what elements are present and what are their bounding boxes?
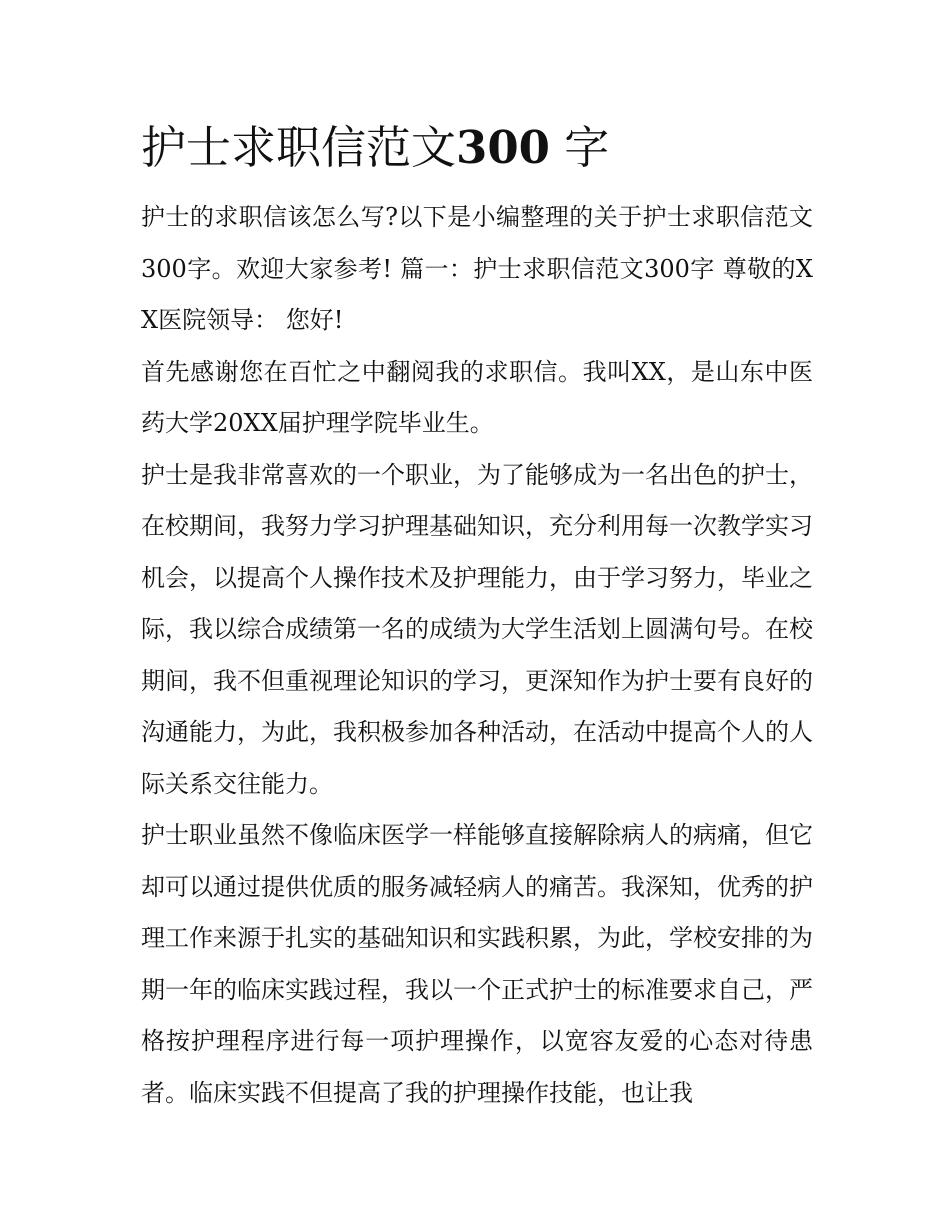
document-body xyxy=(141,112,813,1119)
paragraph-practice: 护士职业虽然不像临床医学一样能够直接解除病人的病痛，但它却可以通过提供优质的服务减轻病人的痛苦。我深知，优秀的护理工作来源于扎实的基础知识和实践积累，为此，学校安排的为期一年的临床实践过程，我以一个正式护士的标准要求自己，严格按护理程序进行每一项护理操作，以宽容友爱的心态对待患者。临床实践不但提高了我的护理操作技能，也让我 xyxy=(141,821,813,1107)
paragraph-introduction-self: 首先感谢您在百忙之中翻阅我的求职信。我叫XX，是山东中医药大学20XX届护理学院毕业生。 xyxy=(141,357,813,437)
title-number: 300 xyxy=(456,121,550,174)
title-suffix: 字 xyxy=(564,121,610,174)
paragraph-study: 护士是我非常喜欢的一个职业，为了能够成为一名出色的护士，在校期间，我努力学习护理基础知识，充分利用每一次教学实习机会，以提高个人操作技术及护理能力，由于学习努力，毕业之际，我以综合成绩第一名的成绩为大学生活划上圆满句号。在校期间，我不但重视理论知识的学习，更深知作为护士要有良好的沟通能力，为此，我积极参加各种活动，在活动中提高个人的人际关系交往能力。 xyxy=(141,460,813,798)
title-text: 护士求职信范文 xyxy=(141,121,457,174)
paragraph-intro: 护士的求职信该怎么写?以下是小编整理的关于护士求职信范文300字。欢迎大家参考! 篇一：护士求职信范文300字 尊敬的XX医院领导： 您好! xyxy=(141,203,813,334)
page-title xyxy=(141,112,813,184)
